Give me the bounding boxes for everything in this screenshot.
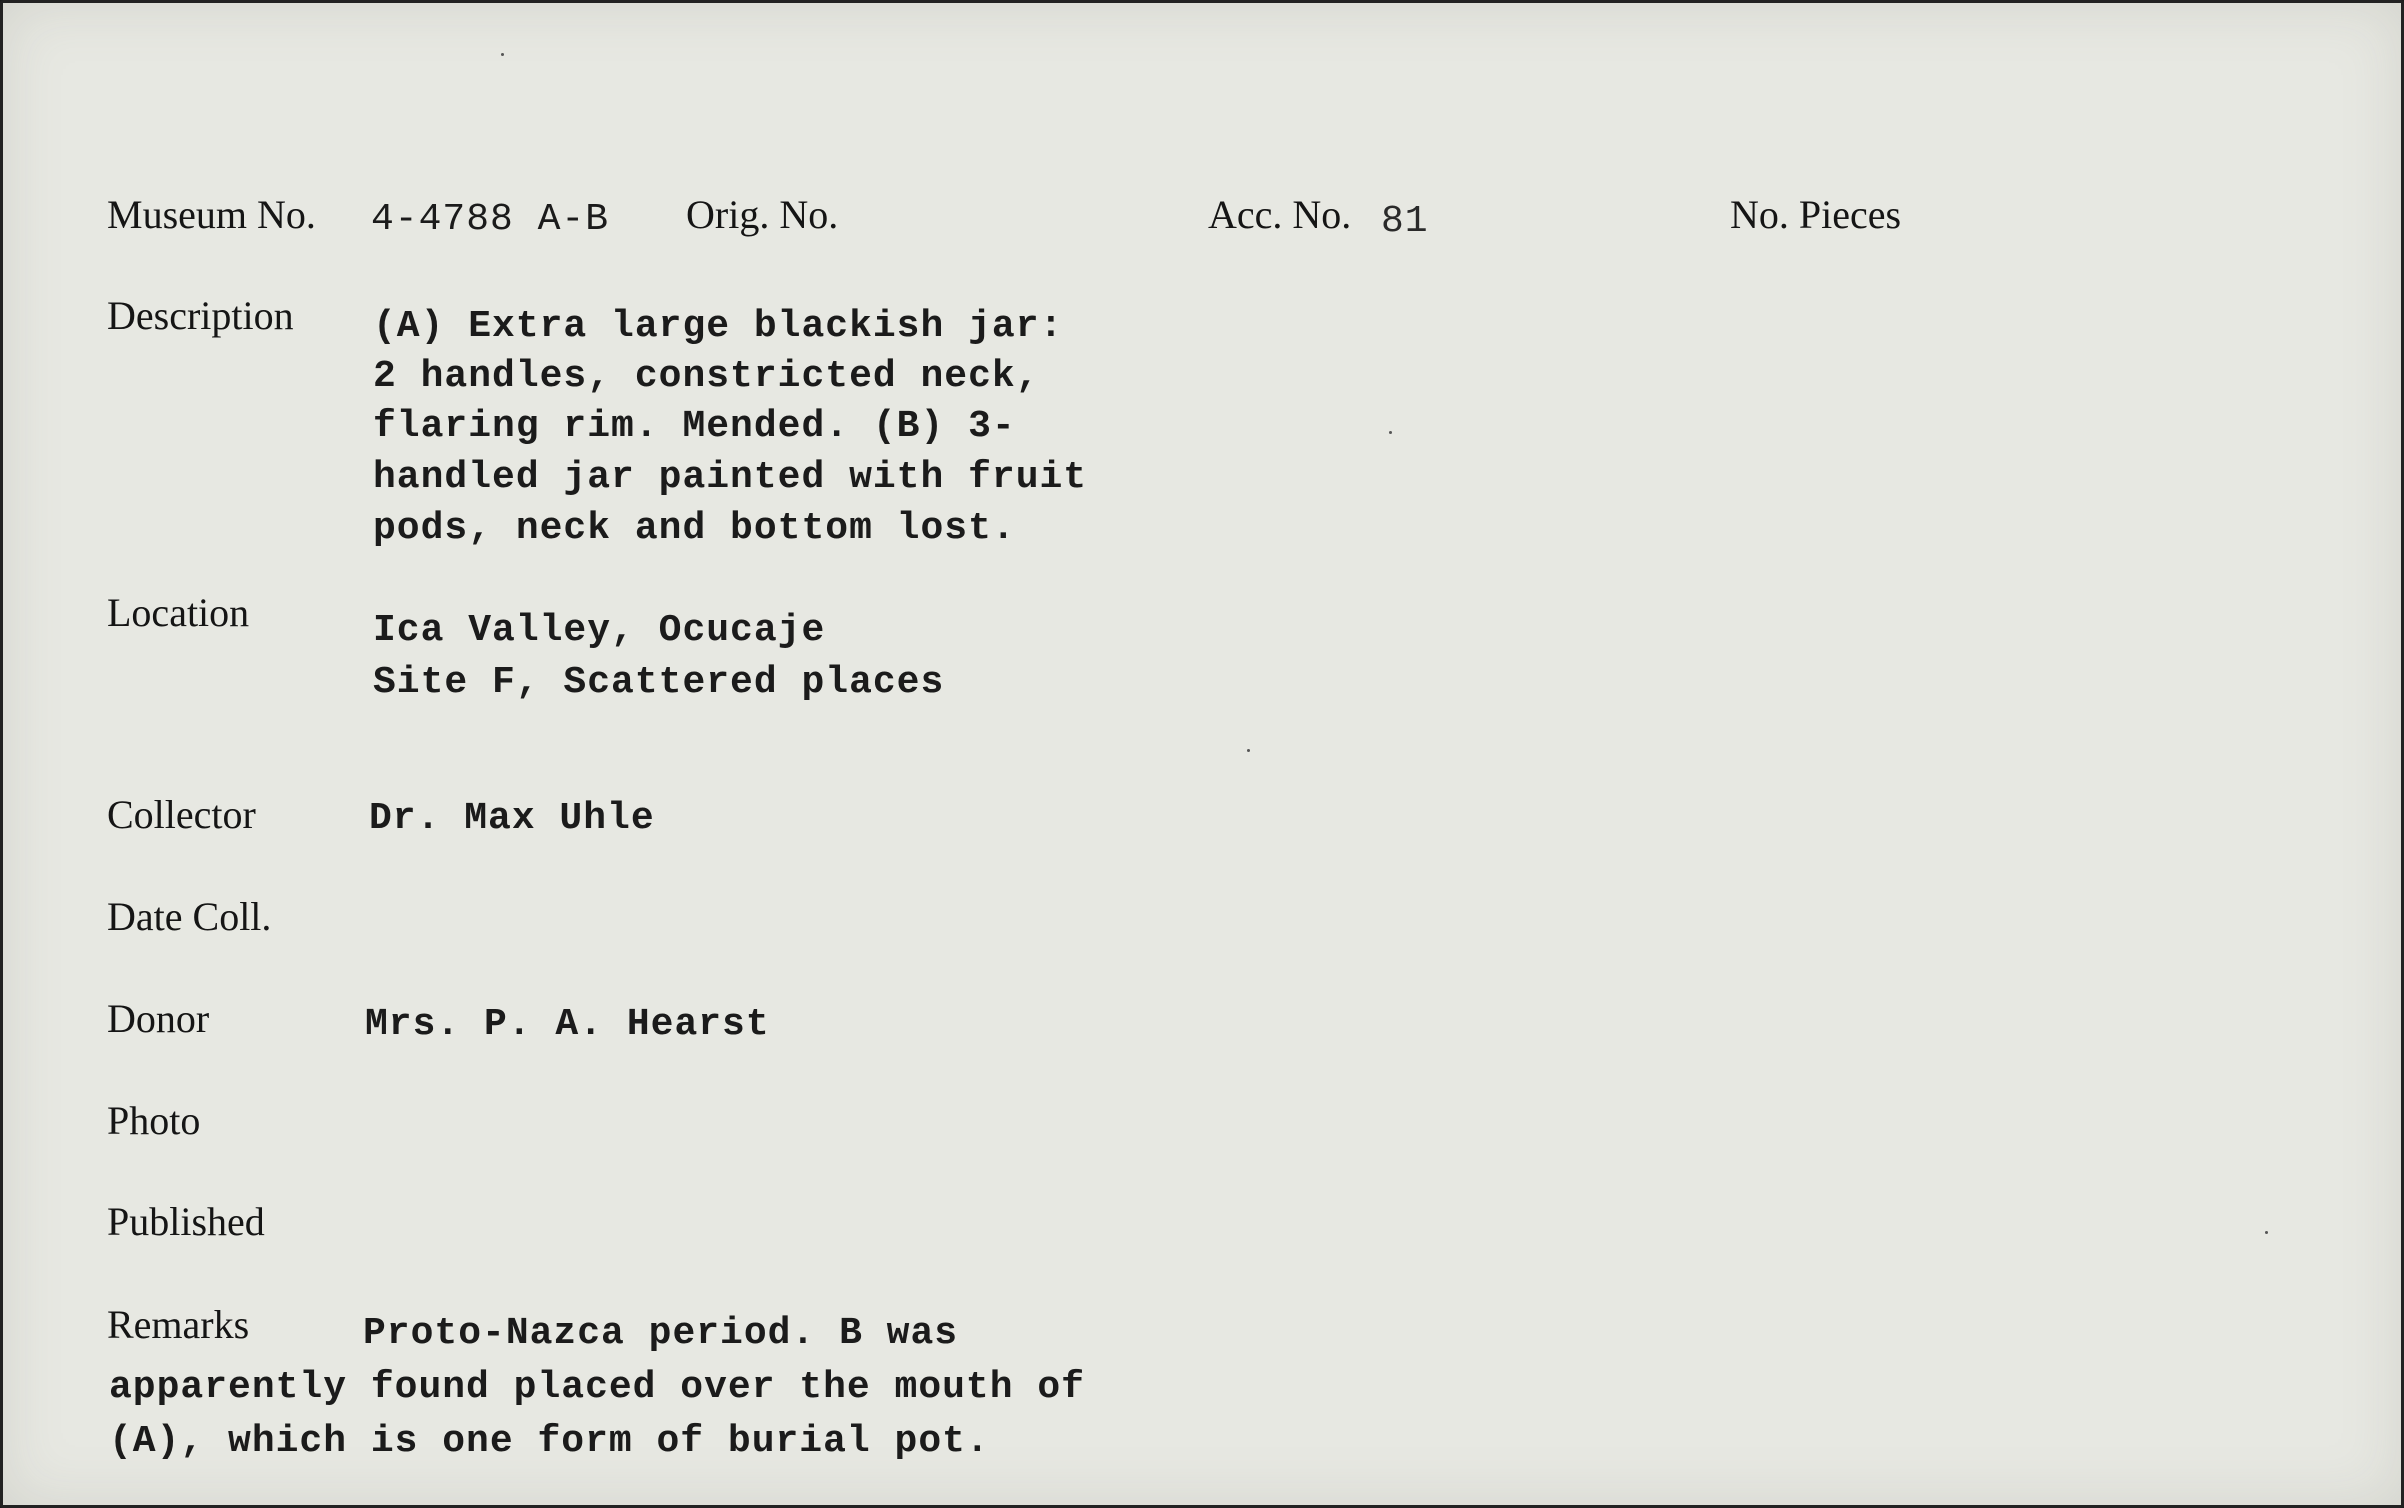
description-line-1: (A) Extra large blackish jar:: [373, 305, 1064, 348]
donor-label: Donor: [107, 996, 210, 1041]
published-label: Published: [107, 1199, 265, 1244]
location-label: Location: [107, 590, 250, 635]
photo-label: Photo: [107, 1098, 201, 1143]
paper-speck: [1247, 749, 1250, 752]
remarks-line-3: (A), which is one form of burial pot.: [109, 1420, 990, 1463]
paper-speck: [2265, 1231, 2268, 1234]
museum-no-value: 4-4788 A-B: [371, 198, 610, 241]
description-line-2: 2 handles, constricted neck,: [373, 355, 1040, 398]
collector-value: Dr. Max Uhle: [369, 797, 655, 840]
date-coll-label: Date Coll.: [107, 894, 272, 939]
remarks-line-2: apparently found placed over the mouth of: [109, 1366, 1085, 1409]
orig-no-label: Orig. No.: [686, 192, 839, 237]
acc-no-value: 81: [1381, 200, 1429, 243]
description-line-4: handled jar painted with fruit: [373, 456, 1088, 499]
remarks-label: Remarks: [107, 1302, 250, 1347]
description-label: Description: [107, 293, 294, 338]
museum-no-label: Museum No.: [107, 192, 316, 237]
remarks-line-1: Proto-Nazca period. B was: [363, 1312, 959, 1355]
description-line-5: pods, neck and bottom lost.: [373, 507, 1016, 550]
paper-speck: [501, 53, 504, 56]
collector-label: Collector: [107, 792, 256, 837]
donor-value: Mrs. P. A. Hearst: [365, 1003, 770, 1046]
location-line-2: Site F, Scattered places: [373, 661, 945, 704]
no-pieces-label: No. Pieces: [1730, 192, 1902, 237]
description-line-3: flaring rim. Mended. (B) 3-: [373, 405, 1016, 448]
paper-speck: [1389, 431, 1392, 434]
acc-no-label: Acc. No.: [1208, 192, 1352, 237]
location-line-1: Ica Valley, Ocucaje: [373, 609, 826, 652]
